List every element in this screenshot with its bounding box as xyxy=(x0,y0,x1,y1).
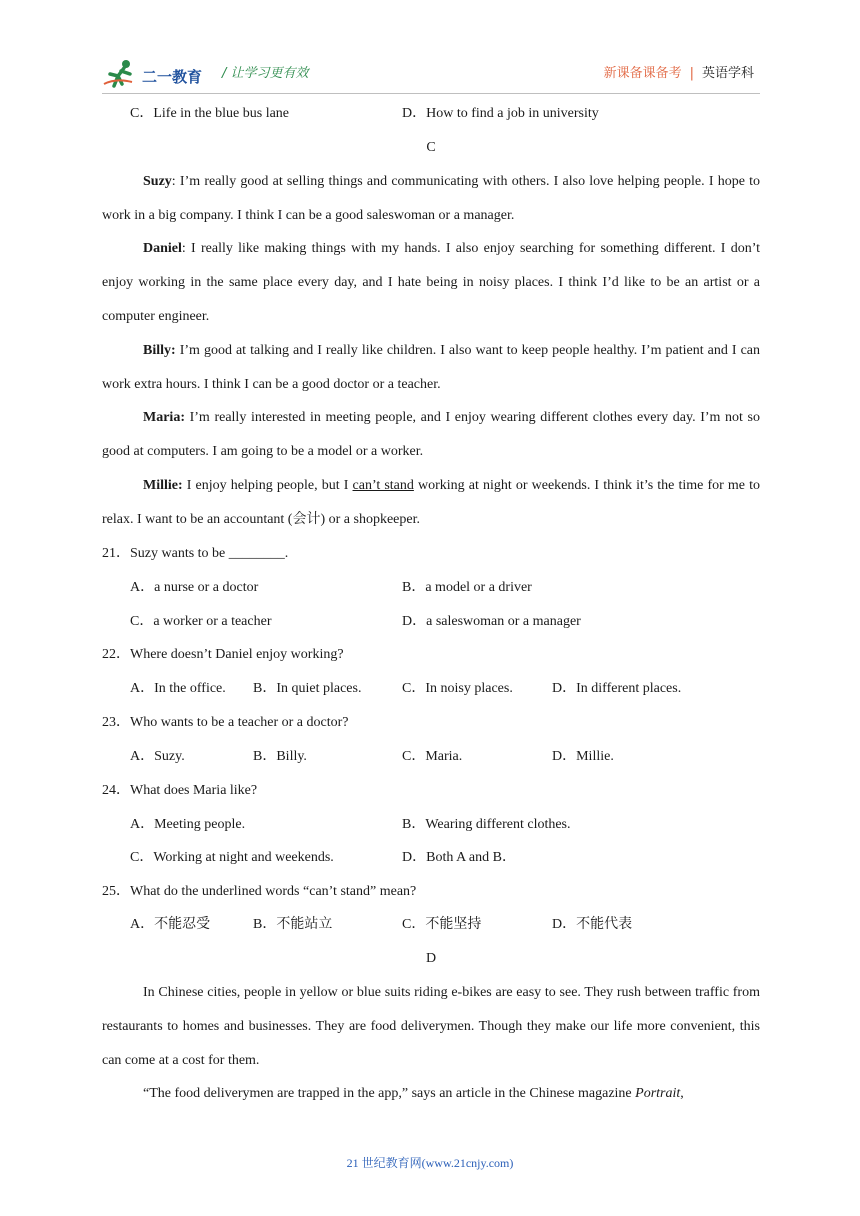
question-22-option-a: A．In the office. xyxy=(130,681,226,696)
logo-text: 二一教育 xyxy=(142,68,203,86)
person-sep: : xyxy=(181,241,192,256)
header-tags xyxy=(604,62,754,81)
question-25: 25．What do the underlined words “can’t stand” mean? xyxy=(102,884,417,899)
passage-d-paragraph-2 xyxy=(102,1077,760,1111)
question-23-option-c: C．Maria. xyxy=(402,749,463,764)
page-footer: 21 世纪教育网(www.21cnjy.com) xyxy=(346,1156,514,1170)
runner-logo-icon xyxy=(102,58,142,90)
person-text-pre: I enjoy helping people, but I xyxy=(186,478,353,493)
question-21-option-a: A．a nurse or a doctor xyxy=(130,580,259,595)
question-23-option-b: B．Billy. xyxy=(253,749,307,764)
person-name: Billy: xyxy=(143,343,176,358)
question-23: 23．Who wants to be a teacher or a doctor? xyxy=(102,715,349,730)
person-paragraph-billy xyxy=(102,334,760,402)
section-d-label: D xyxy=(425,951,437,966)
question-22: 22．Where doesn’t Daniel enjoy working? xyxy=(102,647,344,662)
question-21-option-c: C．a worker or a teacher xyxy=(130,614,272,629)
header-divider xyxy=(102,93,760,94)
passage-d-paragraph-1: In Chinese cities, people in yellow or blue suits riding e-bikes are easy to see. They rush between traffic from restaurants to homes and businesses. They are food deliverymen. Though they make our life more convenient, this can come at a cost for them. xyxy=(102,985,760,1068)
person-text-post: working at night or weekends. I think it’s the time for me to relax. I want to be an accountant (会计) or a shopkeeper. xyxy=(102,478,761,527)
question-23-option-a: A．Suzy. xyxy=(130,749,185,764)
person-paragraph-maria xyxy=(102,401,760,469)
question-22-option-b: B．In quiet places. xyxy=(253,681,362,696)
question-25-option-b: B．不能站立 xyxy=(253,917,333,932)
person-text: I really like making things with my hands. I also enjoy searching for something different. I don’t enjoy working in the same place every day, and I hate being in noisy places. I think I’d like to be an artist or a computer engineer. xyxy=(102,241,760,324)
question-24-option-d: D．Both A and B． xyxy=(402,850,516,865)
question-21-option-d: D．a saleswoman or a manager xyxy=(402,614,581,629)
header-tag-right: 英语学科 xyxy=(701,66,754,81)
person-sep: : xyxy=(171,174,180,189)
person-text: I’m good at talking and I really like children. I also want to keep people healthy. I’m patient and I can work extra hours. I think I can be a good doctor or a teacher. xyxy=(102,343,760,392)
question-24-option-a: A．Meeting people. xyxy=(130,817,246,832)
person-name: Millie: xyxy=(143,478,183,493)
question-21-option-b: B．a model or a driver xyxy=(402,580,532,595)
header-separator: | xyxy=(689,66,694,81)
person-name: Maria: xyxy=(143,410,185,425)
page-header xyxy=(102,52,760,92)
question-21: 21．Suzy wants to be ________. xyxy=(102,546,289,561)
person-name: Daniel xyxy=(143,241,182,256)
person-name: Suzy xyxy=(143,174,172,189)
person-paragraph-suzy xyxy=(102,165,760,233)
person-text: I’m really interested in meeting people, and I enjoy wearing different clothes every day. I’m not so good at computers. I am going to be a model or a worker. xyxy=(102,410,760,459)
person-text: I’m really good at selling things and communicating with others. I also love helping people. I hope to work in a big company. I think I can be a good saleswoman or a manager. xyxy=(102,174,761,223)
prev-option-d: D．How to find a job in university xyxy=(402,106,599,121)
slogan: / 让学习更有效 xyxy=(222,66,309,81)
question-23-option-d: D．Millie. xyxy=(552,749,614,764)
logo xyxy=(102,58,214,92)
passage-text-post: , xyxy=(680,1086,684,1101)
person-paragraph-millie xyxy=(102,469,760,537)
underlined-words: can’t stand xyxy=(352,478,414,493)
question-25-option-d: D．不能代表 xyxy=(552,917,633,932)
header-tag-left: 新课备课备考 xyxy=(603,66,682,81)
section-c-label: C xyxy=(426,140,436,155)
question-24: 24．What does Maria like? xyxy=(102,783,258,798)
passage-text-pre: “The food deliverymen are trapped in the app,” says an article in the Chinese magazine xyxy=(143,1086,636,1101)
question-25-option-c: C．不能坚持 xyxy=(402,917,482,932)
person-paragraph-daniel xyxy=(102,232,760,333)
magazine-title: Portrait xyxy=(635,1086,681,1101)
prev-option-c: C．Life in the blue bus lane xyxy=(130,106,290,121)
question-25-option-a: A．不能忍受 xyxy=(130,917,211,932)
question-24-option-c: C．Working at night and weekends. xyxy=(130,850,334,865)
question-22-option-c: C．In noisy places. xyxy=(402,681,513,696)
question-22-option-d: D．In different places. xyxy=(552,681,682,696)
question-24-option-b: B．Wearing different clothes. xyxy=(402,817,571,832)
